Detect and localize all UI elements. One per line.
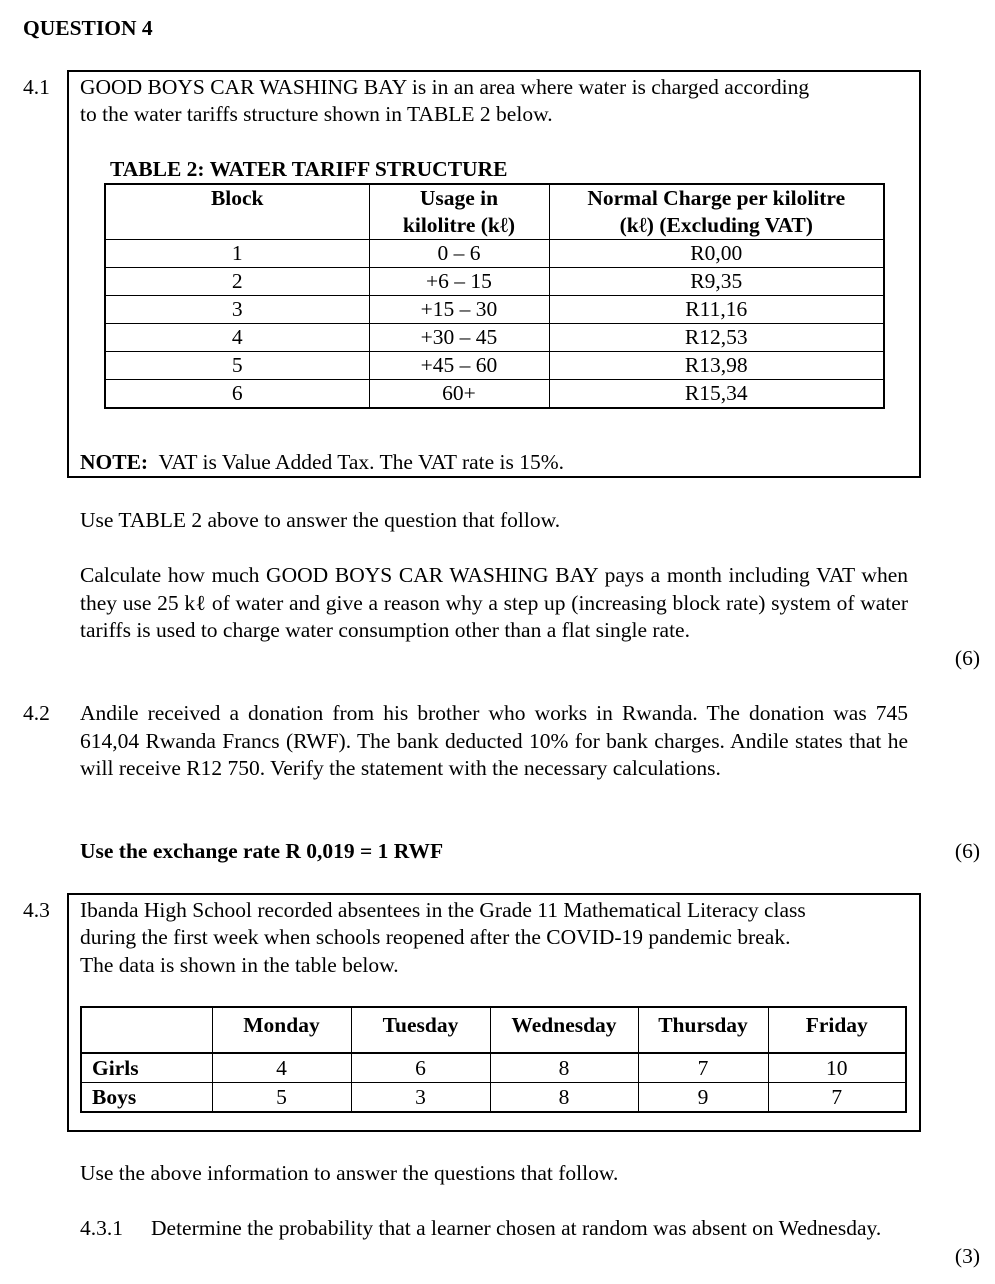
use-table-instruction: Use TABLE 2 above to answer the question that follow. bbox=[80, 508, 561, 532]
water-tariff-table bbox=[104, 183, 885, 409]
table-header-row bbox=[105, 184, 884, 240]
table-row bbox=[105, 296, 884, 324]
q431-marks: (3) bbox=[954, 1244, 980, 1268]
cell: 4 bbox=[105, 324, 369, 352]
cell: 3 bbox=[351, 1083, 490, 1113]
cell: +45 – 60 bbox=[369, 352, 549, 380]
cell: 4 bbox=[212, 1053, 351, 1083]
q41-marks: (6) bbox=[954, 646, 980, 670]
vat-note bbox=[80, 449, 564, 477]
q43-intro-line2: during the first week when schools reopened after the COVID-19 pandemic break. bbox=[80, 925, 791, 949]
header-thursday: Thursday bbox=[638, 1007, 768, 1053]
q43-intro-line1: Ibanda High School recorded absentees in the Grade 11 Mathematical Literacy class bbox=[80, 898, 806, 922]
table-row-boys bbox=[81, 1083, 906, 1113]
note-label: NOTE: bbox=[80, 450, 149, 474]
header-friday: Friday bbox=[768, 1007, 906, 1053]
question-number-4-3: 4.3 bbox=[23, 898, 50, 922]
table-2-title: TABLE 2: WATER TARIFF STRUCTURE bbox=[110, 157, 508, 181]
cell: 7 bbox=[638, 1053, 768, 1083]
cell: 9 bbox=[638, 1083, 768, 1113]
header-charge: Normal Charge per kilolitre (kℓ) (Excluding VAT) bbox=[549, 184, 884, 240]
header-wednesday: Wednesday bbox=[490, 1007, 638, 1053]
header-tuesday: Tuesday bbox=[351, 1007, 490, 1053]
cell: +30 – 45 bbox=[369, 324, 549, 352]
header-usage: Usage in kilolitre (kℓ) bbox=[369, 184, 549, 240]
table-row-girls bbox=[81, 1053, 906, 1083]
cell: R12,53 bbox=[549, 324, 884, 352]
row-label: Girls bbox=[81, 1053, 212, 1083]
table-header-row bbox=[81, 1007, 906, 1053]
q431-question-text: Determine the probability that a learner chosen at random was absent on Wednesday. bbox=[151, 1216, 882, 1240]
cell: 5 bbox=[105, 352, 369, 380]
table-row bbox=[105, 240, 884, 268]
cell: R0,00 bbox=[549, 240, 884, 268]
note-text: VAT is Value Added Tax. The VAT rate is 15%. bbox=[148, 450, 565, 474]
question-heading: QUESTION 4 bbox=[23, 16, 153, 40]
table-row bbox=[105, 352, 884, 380]
cell: R13,98 bbox=[549, 352, 884, 380]
table-row bbox=[105, 268, 884, 296]
table-row bbox=[105, 324, 884, 352]
cell: R15,34 bbox=[549, 380, 884, 409]
cell: 8 bbox=[490, 1083, 638, 1113]
exchange-rate: Use the exchange rate R 0,019 = 1 RWF bbox=[80, 839, 444, 863]
cell: 10 bbox=[768, 1053, 906, 1083]
q42-marks: (6) bbox=[954, 839, 980, 863]
cell: R9,35 bbox=[549, 268, 884, 296]
question-number-4-3-1: 4.3.1 bbox=[80, 1216, 123, 1240]
cell: 6 bbox=[351, 1053, 490, 1083]
cell: R11,16 bbox=[549, 296, 884, 324]
header-empty bbox=[81, 1007, 212, 1053]
cell: 5 bbox=[212, 1083, 351, 1113]
question-number-4-1: 4.1 bbox=[23, 75, 50, 99]
q41-intro-line1: GOOD BOYS CAR WASHING BAY is in an area where water is charged according bbox=[80, 75, 810, 99]
cell: +15 – 30 bbox=[369, 296, 549, 324]
cell: 6 bbox=[105, 380, 369, 409]
cell: 1 bbox=[105, 240, 369, 268]
q41-intro-line2: to the water tariffs structure shown in TABLE 2 below. bbox=[80, 102, 553, 126]
row-label: Boys bbox=[81, 1083, 212, 1113]
use-info-instruction: Use the above information to answer the questions that follow. bbox=[80, 1161, 619, 1185]
absentees-table bbox=[80, 1006, 907, 1113]
q43-intro-line3: The data is shown in the table below. bbox=[80, 953, 399, 977]
cell: 3 bbox=[105, 296, 369, 324]
header-block: Block bbox=[105, 184, 369, 240]
cell: +6 – 15 bbox=[369, 268, 549, 296]
table-row bbox=[105, 380, 884, 409]
q41-question-text: Calculate how much GOOD BOYS CAR WASHING BAY pays a month including VAT when they use 25 kℓ of water and give a reason why a step up (increasing block rate) system of water tariffs is used to charge water consumption other than a flat single rate. bbox=[80, 563, 908, 643]
q42-question-text: Andile received a donation from his brother who works in Rwanda. The donation was 745 614,04 Rwanda Francs (RWF). The bank deducted 10% for bank charges. Andile states that he will receive R12 750. Verify the statement with the necessary calculations. bbox=[80, 701, 908, 781]
cell: 60+ bbox=[369, 380, 549, 409]
cell: 8 bbox=[490, 1053, 638, 1083]
cell: 2 bbox=[105, 268, 369, 296]
header-monday: Monday bbox=[212, 1007, 351, 1053]
cell: 0 – 6 bbox=[369, 240, 549, 268]
question-number-4-2: 4.2 bbox=[23, 701, 50, 725]
cell: 7 bbox=[768, 1083, 906, 1113]
